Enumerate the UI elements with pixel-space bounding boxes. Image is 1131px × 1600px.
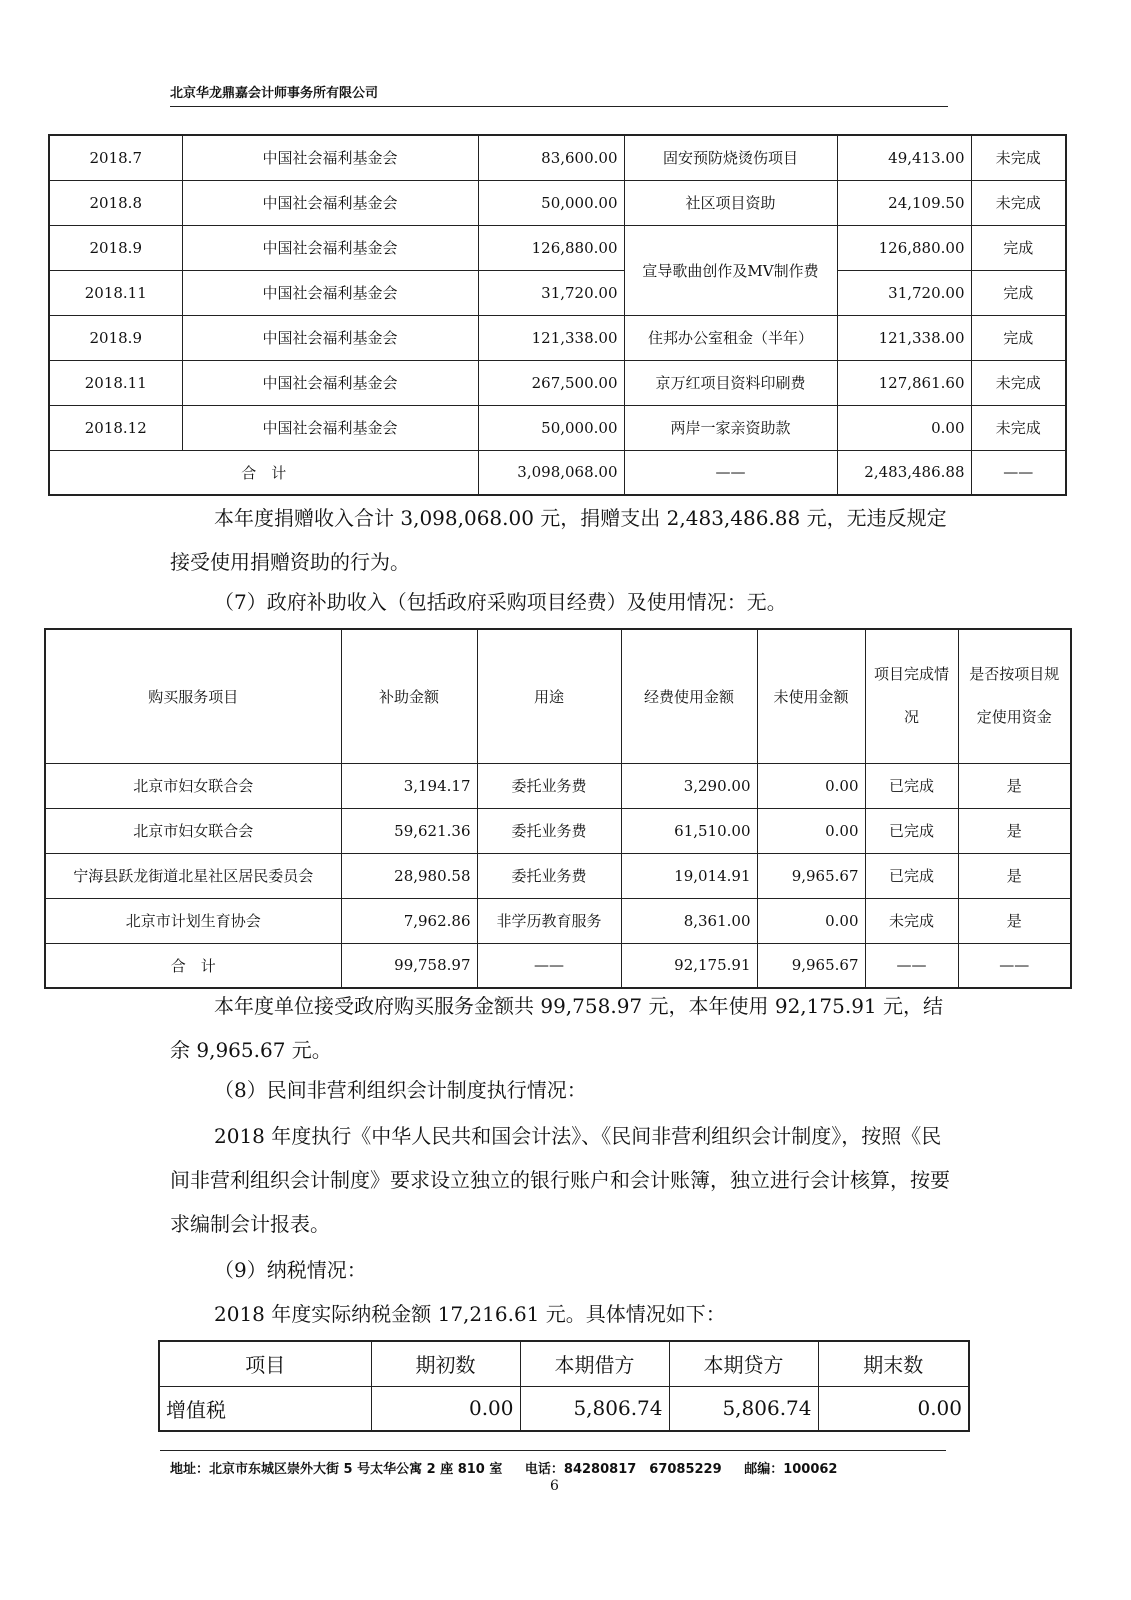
total-status: ——: [971, 450, 1066, 495]
header-end: 期末数: [818, 1341, 969, 1386]
total-used: 92,175.91: [621, 943, 757, 988]
donor-cell: 中国社会福利基金会: [182, 270, 478, 315]
header-unused: 未使用金额: [757, 629, 865, 763]
project-cell: 北京市计划生育协会: [45, 898, 341, 943]
amount-cell: 50,000.00: [478, 180, 624, 225]
status-cell: 未完成: [971, 135, 1066, 180]
header-amount: 补助金额: [341, 629, 477, 763]
project-cell: 北京市妇女联合会: [45, 808, 341, 853]
completion-cell: 已完成: [865, 808, 958, 853]
accounting-paragraph: 2018 年度执行《中华人民共和国会计法》、《民间非营利组织会计制度》，按照《民间非营利组织会计制度》要求设立独立的银行账户和会计账簿，独立进行会计核算，按要求编制会计报表。: [170, 1124, 950, 1236]
completion-cell: 已完成: [865, 853, 958, 898]
amount-cell: 3,194.17: [341, 763, 477, 808]
total-row: [45, 943, 1071, 988]
purpose-cell: 委托业务费: [477, 763, 621, 808]
status-cell: 完成: [971, 225, 1066, 270]
donor-cell: 中国社会福利基金会: [182, 135, 478, 180]
project-cell: 宁海县跃龙街道北星社区居民委员会: [45, 853, 341, 898]
header-credit: 本期贷方: [669, 1341, 818, 1386]
status-cell: 未完成: [971, 405, 1066, 450]
compliant-cell: 是: [958, 898, 1071, 943]
table-row: [49, 225, 1066, 270]
footer: [170, 1458, 855, 1477]
table-row: [45, 853, 1071, 898]
amount-cell: 267,500.00: [478, 360, 624, 405]
header-project: 购买服务项目: [45, 629, 341, 763]
table-row: [49, 270, 1066, 315]
footer-postcode: 邮编：100062: [744, 1462, 838, 1477]
section-9-heading: （9）纳税情况：: [214, 1258, 367, 1282]
header-begin: 期初数: [371, 1341, 520, 1386]
end-cell: 0.00: [818, 1386, 969, 1431]
project-cell: 社区项目资助: [624, 180, 837, 225]
purpose-cell: 非学历教育服务: [477, 898, 621, 943]
date-cell: 2018.11: [49, 360, 182, 405]
project-cell: 住邦办公室租金（半年）: [624, 315, 837, 360]
spent-cell: 127,861.60: [837, 360, 971, 405]
total-spent: 2,483,486.88: [837, 450, 971, 495]
amount-cell: 121,338.00: [478, 315, 624, 360]
table-row: [49, 405, 1066, 450]
date-cell: 2018.8: [49, 180, 182, 225]
total-completion: ——: [865, 943, 958, 988]
header-item: 项目: [159, 1341, 371, 1386]
date-cell: 2018.11: [49, 270, 182, 315]
used-cell: 19,014.91: [621, 853, 757, 898]
page-number: 6: [550, 1478, 559, 1494]
total-compliant: ——: [958, 943, 1071, 988]
header-divider: [170, 106, 948, 107]
status-cell: 未完成: [971, 180, 1066, 225]
amount-cell: 126,880.00: [478, 225, 624, 270]
footer-divider: [160, 1450, 946, 1451]
completion-cell: 未完成: [865, 898, 958, 943]
spent-cell: 0.00: [837, 405, 971, 450]
donor-cell: 中国社会福利基金会: [182, 180, 478, 225]
status-cell: 完成: [971, 315, 1066, 360]
compliant-cell: 是: [958, 763, 1071, 808]
date-cell: 2018.12: [49, 405, 182, 450]
header-completion: 项目完成情况: [865, 629, 958, 763]
table-row: [49, 360, 1066, 405]
purpose-cell: 委托业务费: [477, 853, 621, 898]
spent-cell: 24,109.50: [837, 180, 971, 225]
project-cell: 北京市妇女联合会: [45, 763, 341, 808]
donor-cell: 中国社会福利基金会: [182, 405, 478, 450]
project-cell: 京万红项目资料印刷费: [624, 360, 837, 405]
used-cell: 8,361.00: [621, 898, 757, 943]
used-cell: 61,510.00: [621, 808, 757, 853]
compliant-cell: 是: [958, 808, 1071, 853]
amount-cell: 31,720.00: [478, 270, 624, 315]
total-unused: 9,965.67: [757, 943, 865, 988]
spent-cell: 49,413.00: [837, 135, 971, 180]
project-cell: 宣导歌曲创作及MV制作费: [624, 225, 837, 315]
amount-cell: 28,980.58: [341, 853, 477, 898]
tax-summary: 2018 年度实际纳税金额 17,216.61 元。具体情况如下：: [214, 1302, 726, 1326]
total-row: [49, 450, 1066, 495]
total-purpose: ——: [477, 943, 621, 988]
donor-cell: 中国社会福利基金会: [182, 225, 478, 270]
amount-cell: 59,621.36: [341, 808, 477, 853]
header-used: 经费使用金额: [621, 629, 757, 763]
amount-cell: 50,000.00: [478, 405, 624, 450]
date-cell: 2018.9: [49, 225, 182, 270]
unused-cell: 0.00: [757, 763, 865, 808]
total-label: 合 计: [45, 943, 341, 988]
header-company: 北京华龙鼎嘉会计师事务所有限公司: [170, 86, 379, 101]
item-cell: 增值税: [159, 1386, 371, 1431]
credit-cell: 5,806.74: [669, 1386, 818, 1431]
used-cell: 3,290.00: [621, 763, 757, 808]
footer-phone: 电话：84280817 67085229: [524, 1462, 722, 1477]
table-row: [49, 180, 1066, 225]
donation-table: [48, 134, 1067, 496]
donation-summary: 本年度捐赠收入合计 3,098,068.00 元，捐赠支出 2,483,486.88 元，无违反规定接受使用捐赠资助的行为。: [170, 506, 947, 574]
table-row: [45, 808, 1071, 853]
tax-table: [158, 1340, 970, 1432]
begin-cell: 0.00: [371, 1386, 520, 1431]
spent-cell: 31,720.00: [837, 270, 971, 315]
debit-cell: 5,806.74: [520, 1386, 669, 1431]
header-compliant: 是否按项目规定使用资金: [958, 629, 1071, 763]
table-row: [45, 763, 1071, 808]
table-row: [49, 315, 1066, 360]
compliant-cell: 是: [958, 853, 1071, 898]
project-cell: 两岸一家亲资助款: [624, 405, 837, 450]
unused-cell: 0.00: [757, 808, 865, 853]
amount-cell: 83,600.00: [478, 135, 624, 180]
total-amount: 3,098,068.00: [478, 450, 624, 495]
donor-cell: 中国社会福利基金会: [182, 315, 478, 360]
date-cell: 2018.7: [49, 135, 182, 180]
total-amount: 99,758.97: [341, 943, 477, 988]
status-cell: 未完成: [971, 360, 1066, 405]
section-8-heading: （8）民间非营利组织会计制度执行情况：: [214, 1078, 587, 1102]
unused-cell: 0.00: [757, 898, 865, 943]
table-header-row: [45, 629, 1071, 763]
table-row: [159, 1386, 969, 1431]
spent-cell: 126,880.00: [837, 225, 971, 270]
purpose-cell: 委托业务费: [477, 808, 621, 853]
header-debit: 本期借方: [520, 1341, 669, 1386]
status-cell: 完成: [971, 270, 1066, 315]
donor-cell: 中国社会福利基金会: [182, 360, 478, 405]
section-7-heading: （7）政府补助收入（包括政府采购项目经费）及使用情况：无。: [214, 590, 787, 614]
header-purpose: 用途: [477, 629, 621, 763]
completion-cell: 已完成: [865, 763, 958, 808]
spent-cell: 121,338.00: [837, 315, 971, 360]
gov-service-table: [44, 628, 1072, 989]
project-cell: 固安预防烧烫伤项目: [624, 135, 837, 180]
gov-summary: 本年度单位接受政府购买服务金额共 99,758.97 元，本年使用 92,175.91 元，结余 9,965.67 元。: [170, 994, 944, 1062]
unused-cell: 9,965.67: [757, 853, 865, 898]
table-row: [49, 135, 1066, 180]
total-label: 合 计: [49, 450, 478, 495]
table-header-row: [159, 1341, 969, 1386]
date-cell: 2018.9: [49, 315, 182, 360]
amount-cell: 7,962.86: [341, 898, 477, 943]
total-project: ——: [624, 450, 837, 495]
table-row: [45, 898, 1071, 943]
footer-address: 地址：北京市东城区崇外大街 5 号太华公寓 2 座 810 室: [170, 1462, 503, 1477]
